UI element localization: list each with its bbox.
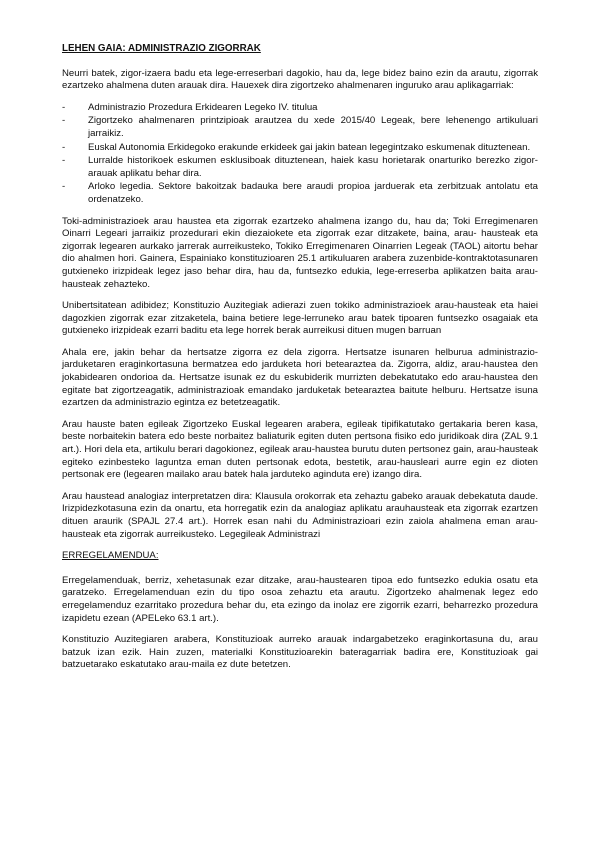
body-paragraph-offender: Arau hauste baten egileak Zigortzeko Euskal legearen arabera, egileak tipifikatutako gertakaria beren kasa, beste norbaitekin batera edo beste norbaitez baliaturik egiten duten pertsona fisiko edo juridikoak dira (ZAL 9.1 art.). Hori dela eta, artikulu berari dagokionez, egileak arau-haustea burutu duten pertsonez gain, arau-hausteak egiteko ezinbesteko laguntza eman duten pertsonak edota, bestetik, arau-hausleari aurre egin ez dioten pertsonak ere (legearen mailako arau batek hala jarduteko aginduta ere) izango dira. [62,418,538,481]
list-item: - Administrazio Prozedura Erkidearen Legeko IV. titulua [62,102,538,115]
body-paragraph-local-administration: Toki-administrazioek arau haustea eta zigorrak ezartzeko ahalmena izango du, hau da; Toki Erregimenaren Oinarri Legeari jarraikiz prozedurari ekin diezaiokete eta zigorrak ezar ditzakete, baina, arau- hausteak eta zigorrak legearen aurkako jarrerak aurreikusteko, Tokiko Erregimenaren Oinarrien Legeak (TAOL) aitortu behar dio ahalmen hori. Gainera, Espainiako konstituzioaren 25.1 artikuluaren arabera zuzenbide-kontraktotasunaren gutxieneko irizpideak legez jaso behar dira, hau da, funtsezko edukia, lege-erreserba aplikatzen baita arau-hausteak zehazteko. [62,215,538,290]
list-item: - Zigortzeko ahalmenaren printzipioak arautzea du xede 2015/40 Legeak, bere lehenengo artikuluari jarraikiz. [62,115,538,140]
document-title: LEHEN GAIA: ADMINISTRAZIO ZIGORRAK [62,43,261,54]
section-heading-regulation: ERREGELAMENDUA: [62,550,159,562]
list-item: - Arloko legedia. Sektore bakoitzak badauka bere araudi propioa jarduerak eta zerbitzuak antolatu eta ordenatzeko. [62,181,538,206]
body-paragraph-coercive-fine: Ahala ere, jakin behar da hertsatze zigorra ez dela zigorra. Hertsatze isunaren helburua administrazio-jarduketaren eraginkortasuna bermatzea edo jarduketa hori betearaztea da. Zigorra, aldiz, arau-haustea den jokabidearen ondorioa da. Hertsatze isunak ez du eskubiderik murrizten debekatutako edo arau-haustea den egitate bat zigortzeagatik, administrazioak emandako jarduketak betearaztea baitute helburu. Hertsatze isuna ezartzen da administrazio egintza ez betetzeagatik. [62,346,538,409]
body-paragraph-regulation: Erregelamenduak, berriz, xehetasunak ezar ditzake, arau-haustearen tipoa edo funtsezko edukia osatu eta garatzeko. Erregelamenduan ezin du tipo osoa zehaztu eta arautu. Zigortzeko ahalmenak legez edo erregelamenduz ezarritako prozedura behar du, eta ezingo da inolaz ere zigorrik ezarri, beharrezko prozedura izapidetu ezean (APELeko 63.1 art.). [62,574,538,624]
body-paragraph-university: Unibertsitatean adibidez; Konstituzio Auzitegiak adierazi zuen tokiko administrazioek arau-hausteak eta haiei dagozkien zigorrak ezar zitzaketela, baina betiere lege-lerruneko arau batek tipoaren funtsezko osagaiak eta gutxieneko irizpideak ezarri baditu eta lege horrek berak aurreikusi dituen mugen barruan [62,300,538,337]
list-item: - Lurralde historikoek eskumen esklusiboak dituztenean, haiek kasu horietarak onarturiko berezko zigor-arauak aplikatu behar dira. [62,155,538,180]
list-item: - Euskal Autonomia Erkidegoko erakunde erkideek gai jakin batean legegintzako eskumenak dituztenean. [62,142,538,155]
intro-paragraph: Neurri batek, zigor-izaera badu eta lege-erreserbari dagokio, hau da, lege bidez baino ezin da arautu, zigorrak ezartzeko ahalmena duten arauak dira. Hauexek dira zigortzeko ahalmenaren inguruko arau aplikagarriak: [62,67,538,92]
body-paragraph-constitutional-court: Konstituzio Auzitegiaren arabera, Konstituzioak aurreko arauak indargabetzeko eraginkortasuna du, arau batzuk izan ezik. Hain zuzen, materialki Konstituzioarekin bateragarriak badira ere, Konstituzioak gai batzuetarako eskatutako arau-maila ez dute betetzen. [62,634,538,671]
legal-sources-list [62,102,538,207]
document-body [62,43,538,681]
body-paragraph-analogy: Arau haustead analogiaz interpretatzen dira: Klausula orokorrak eta zehaztu gabeko arauak debekatuta daude. Irizpidezkotasuna ezin da onartu, eta horregatik ezin da analogiaz aplikatu arauhausteak eta zigorrak ezartzen dituen araurik (SPAJL 27.4 art.). Horrek esan nahi du Administrazioari ezin zaiola ahalmena eman arau-hausteak eta zigorrak aurreikusteko. Legegileak Administrazi [62,490,538,540]
